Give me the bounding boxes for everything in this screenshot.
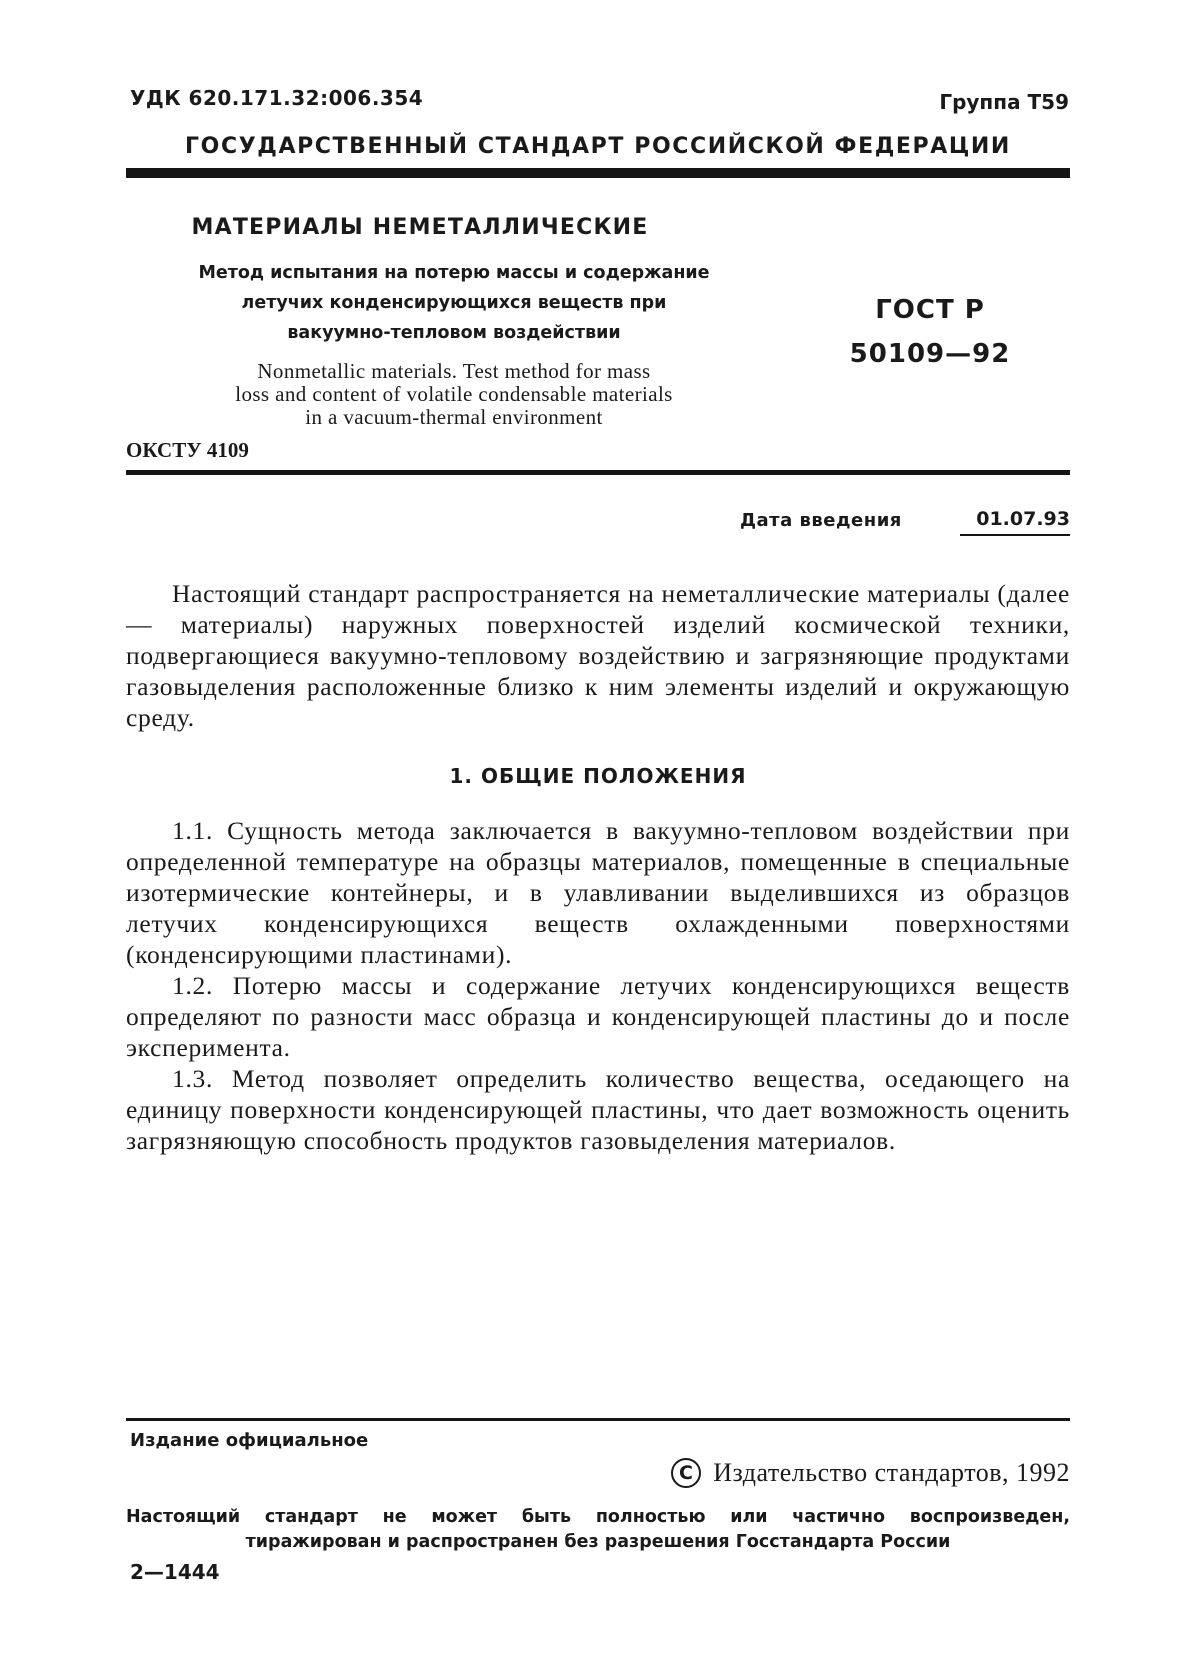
subtitle-line: Метод испытания на потерю массы и содержание (198, 263, 710, 283)
intro-paragraph: Настоящий стандарт распространяется на неметаллические материалы (далее — материалы) наружных поверхностей изделий космической техники, подвергающиеся вакуумно-тепловому воздействию и загрязняющие продуктами газовыделения расположенные близко к ним элементы изделий и окружающую среду. (126, 579, 1070, 732)
gost-code-number: 50109—92 (849, 339, 1011, 369)
gost-code (840, 288, 1020, 376)
english-title (160, 360, 748, 429)
gost-code-prefix: ГОСТ Р (875, 295, 985, 325)
udk-code: УДК 620.171.32:006.354 (130, 86, 424, 110)
copyright-line (671, 1458, 1070, 1488)
english-title-line: loss and content of volatile condensable materials (235, 382, 673, 406)
intro-date-value: 01.07.93 (960, 508, 1070, 536)
english-title-line: in a vacuum-thermal environment (305, 405, 603, 429)
okstu-code: ОКСТУ 4109 (126, 438, 249, 462)
english-title-line: Nonmetallic materials. Test method for mass (257, 359, 651, 383)
reproduction-notice (126, 1505, 1070, 1555)
clause-1-2: 1.2. Потерю массы и содержание летучих конденсирующихся веществ определяют по разности масс образца и конденсирующей пластины до и после эксперимента. (126, 971, 1070, 1062)
state-standard-heading: ГОСУДАРСТВЕННЫЙ СТАНДАРТ РОССИЙСКОЙ ФЕДЕРАЦИИ (185, 134, 1011, 159)
clause-1-1: 1.1. Сущность метода заключается в вакуумно-тепловом воздействии при определенной температуре на образцы материалов, помещенные в специальные изотермические контейнеры, и в улавливании выделившихся из образцов летучих конденсирующихся веществ охлажденными поверхностями (конденсирующими пластинами). (126, 816, 1070, 969)
clause-1-3: 1.3. Метод позволяет определить количество вещества, оседающего на единицу поверхности конденсирующей пластины, что дает возможность оценить загрязняющую способность продуктов газовыделения материалов. (126, 1064, 1070, 1155)
subtitle-line: летучих конденсирующихся веществ при (241, 293, 667, 313)
standard-title: МАТЕРИАЛЫ НЕМЕТАЛЛИЧЕСКИЕ (191, 215, 649, 240)
header-divider (126, 168, 1070, 178)
standard-subtitle (160, 258, 748, 348)
copyright-text: Издательство стандартов, 1992 (713, 1458, 1070, 1487)
section-heading: 1. ОБЩИЕ ПОЛОЖЕНИЯ (449, 764, 747, 788)
notice-line: тиражирован и распространен без разрешения Госстандарта России (245, 1532, 951, 1552)
intro-date-label: Дата введения (740, 510, 902, 531)
sheet-number: 2—1444 (130, 1560, 220, 1584)
title-divider (126, 470, 1070, 475)
subtitle-line: вакуумно-тепловом воздействии (287, 323, 621, 343)
footer-divider (126, 1418, 1070, 1421)
notice-line: Настоящий стандарт не может быть полностью или частично воспроизведен, (126, 1507, 1070, 1527)
group-code: Группа Т59 (939, 90, 1069, 114)
copyright-icon: C (671, 1458, 701, 1488)
edition-label: Издание официальное (130, 1430, 369, 1451)
clauses (126, 815, 1070, 1156)
